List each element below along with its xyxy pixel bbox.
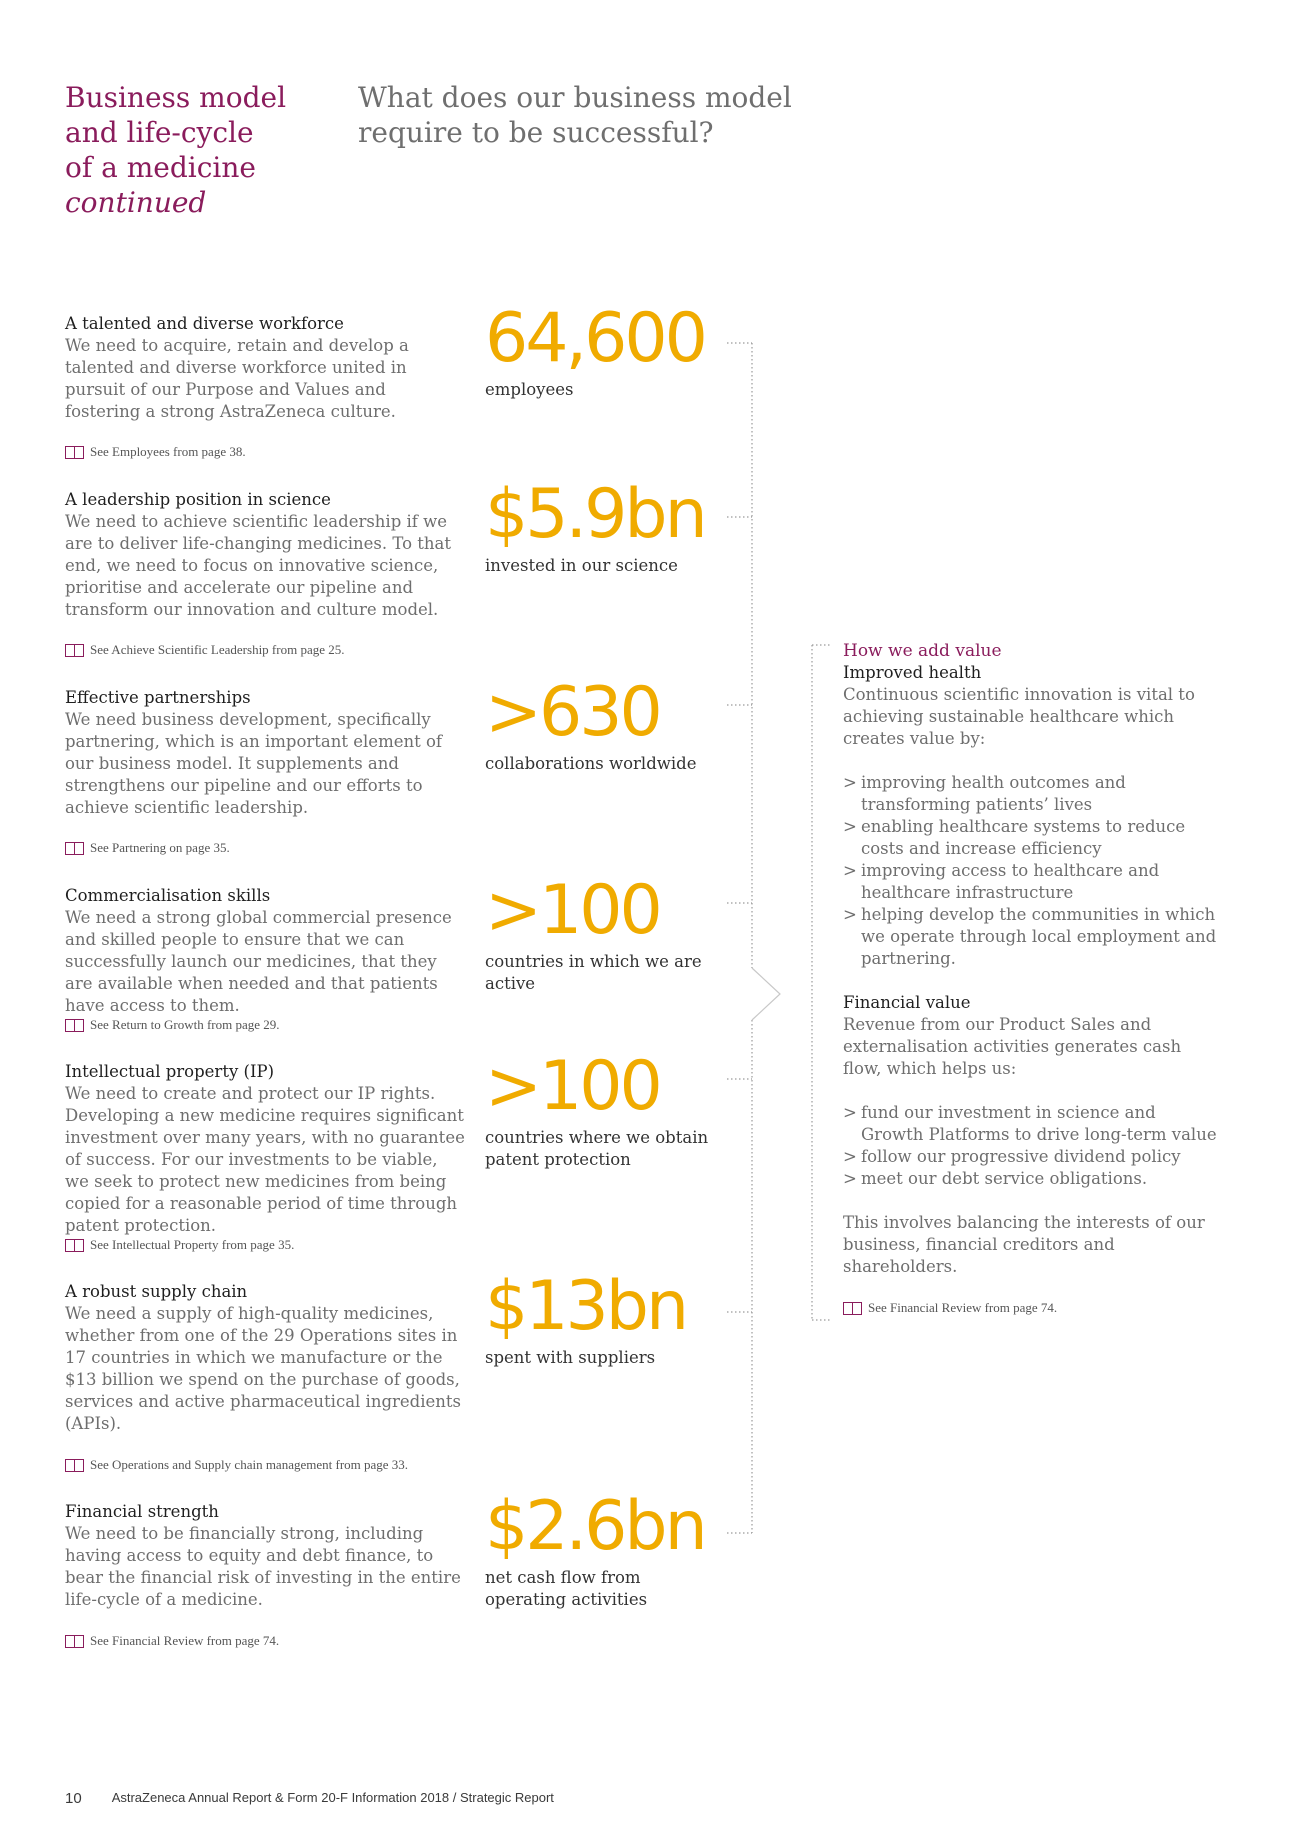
item-body: We need a strong global commercial presence and skilled people to ensure that we can successfully launch our medicines, that they are available when needed and that patients have access to them. [65,908,452,1015]
item-body: We need to create and protect our IP rights. Developing a new medicine requires significant investment over many years, with no guarantee of success. For our investments to be viable, we seek to protect new medicines from being copied for a reasonable period of time through patent protection. [65,1084,465,1235]
item-heading: A robust supply chain [65,1282,248,1301]
stat-value: $5.9bn [485,475,705,554]
list-item: > improving access to healthcare and healthcare infrastructure [843,860,1223,904]
title-line-2: and life-cycle [65,116,254,149]
item-ip [65,1061,465,1237]
item-financial-strength [65,1501,465,1611]
ref-link[interactable] [65,642,345,658]
ref-link[interactable] [65,1457,408,1473]
value-panel-heading: How we add value [843,641,1002,661]
item-heading: Intellectual property (IP) [65,1062,275,1081]
stat-caption: invested in our science [485,556,678,575]
stat-block [485,673,725,775]
stat-caption: spent with suppliers [485,1348,656,1367]
page-number: 10 [65,1790,82,1807]
item-body: We need business development, specifically partnering, which is an important element of our business model. It supplements and strengthens our pipeline and our efforts to achieve scientific leadership. [65,710,443,817]
ref-link[interactable] [65,1017,280,1033]
stat-value: >100 [485,871,660,950]
item-body: We need a supply of high-quality medicines, whether from one of the 29 Operations sites in 17 countries in which we manufacture or the $13 billion we spend on the purchase of goods, services and active pharmaceutical ingredients (APIs). [65,1304,462,1433]
book-icon [65,1459,84,1472]
stat-value: 64,600 [485,299,705,378]
item-partnerships [65,687,465,819]
financial-value-intro: Revenue from our Product Sales and externalisation activities generates cash flow, which helps us: [843,1015,1182,1078]
item-workforce [65,313,465,423]
book-icon [65,644,84,657]
ref-text: See Operations and Supply chain management from page 33. [90,1457,409,1472]
ref-text: See Intellectual Property from page 35. [90,1237,295,1252]
stat-caption: collaborations worldwide [485,754,697,773]
stat-block [485,1267,725,1369]
stat-block [485,475,725,577]
ref-link[interactable] [65,840,230,856]
list-item: > fund our investment in science and Growth Platforms to drive long-term value [843,1102,1223,1146]
page-title [65,80,355,220]
book-icon [65,446,84,459]
ref-text: See Employees from page 38. [90,444,246,459]
ref-text: See Achieve Scientific Leadership from page 25. [90,642,345,657]
item-commercialisation [65,885,465,1017]
list-item: > helping develop the communities in which we operate through local employment and partnering. [843,904,1223,970]
ref-link[interactable] [65,1237,294,1253]
list-item: > enabling healthcare systems to reduce costs and increase efficiency [843,816,1223,860]
title-line-3: of a medicine [65,151,256,184]
title-continued: continued [65,186,207,219]
stat-caption: countries in which we are active [485,952,702,993]
page-footer [65,1790,554,1807]
title-line-1: Business model [65,81,287,114]
item-body: We need to achieve scientific leadership if we are to deliver life-changing medicines. To that end, we need to focus on innovative science, prioritise and accelerate our pipeline and transform our innovation and culture model. [65,512,451,619]
improved-health-intro: Continuous scientific innovation is vital to achieving sustainable healthcare which creates value by: [843,685,1195,748]
ref-text: See Financial Review from page 74. [90,1633,280,1648]
stat-value: $13bn [485,1267,687,1346]
ref-link[interactable] [65,444,246,460]
stat-caption: countries where we obtain patent protection [485,1128,709,1169]
item-body: We need to be financially strong, including having access to equity and debt finance, to bear the financial risk of investing in the entire life-cycle of a medicine. [65,1524,461,1609]
book-icon [65,1239,84,1252]
improved-health-heading: Improved health [843,663,982,682]
stat-block [485,871,725,995]
book-icon [65,842,84,855]
stat-value: >630 [485,673,660,752]
stat-caption: employees [485,380,574,399]
book-icon [65,1635,84,1648]
financial-value-list [843,1102,1223,1190]
ref-link[interactable] [65,1633,279,1649]
book-icon [843,1302,862,1315]
item-heading: Financial strength [65,1502,219,1521]
list-item: > follow our progressive dividend policy [843,1146,1223,1168]
item-supply-chain [65,1281,465,1435]
stat-block [485,299,725,401]
book-icon [65,1019,84,1032]
ref-text: See Financial Review from page 74. [868,1300,1058,1315]
stat-block [485,1047,725,1171]
financial-value-heading: Financial value [843,993,971,1012]
item-heading: A leadership position in science [65,490,331,509]
item-body: We need to acquire, retain and develop a talented and diverse workforce united in pursuit of our Purpose and Values and fostering a strong AstraZeneca culture. [65,336,409,421]
list-item: > meet our debt service obligations. [843,1168,1223,1190]
item-heading: Effective partnerships [65,688,251,707]
page-subtitle: What does our business model require to be successful? [358,81,792,149]
stat-value: $2.6bn [485,1487,705,1566]
stat-block [485,1487,725,1611]
value-panel [843,640,1223,1316]
list-item: > improving health outcomes and transforming patients’ lives [843,772,1223,816]
stat-caption: net cash flow from operating activities [485,1568,648,1609]
value-panel-closing: This involves balancing the interests of our business, financial creditors and shareholders. [843,1213,1205,1276]
ref-text: See Return to Growth from page 29. [90,1017,280,1032]
ref-text: See Partnering on page 35. [90,840,230,855]
item-heading: Commercialisation skills [65,886,271,905]
item-science [65,489,465,621]
stat-value: >100 [485,1047,660,1126]
improved-health-list [843,772,1223,970]
ref-link[interactable] [843,1300,1223,1316]
item-heading: A talented and diverse workforce [65,314,344,333]
footer-text: AstraZeneca Annual Report & Form 20-F Information 2018 / Strategic Report [111,1790,554,1805]
